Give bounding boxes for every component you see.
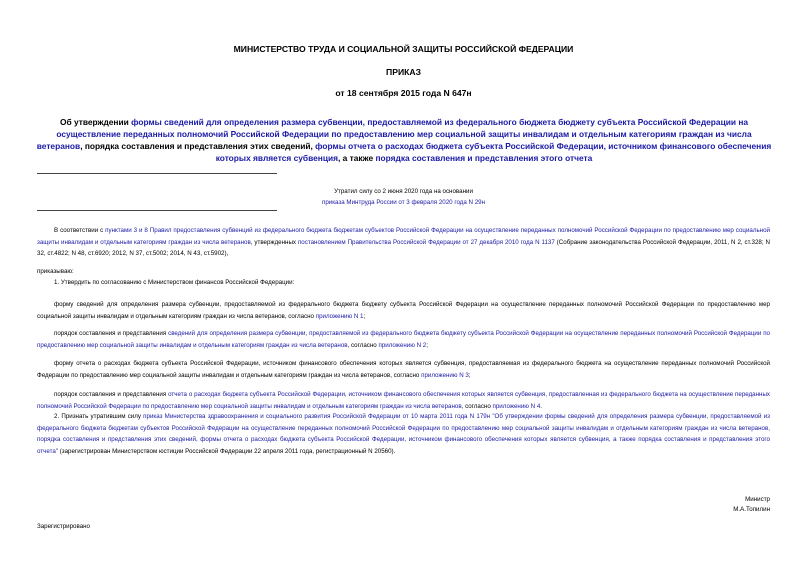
title-part: , а также: [338, 153, 376, 163]
item-2-text: (зарегистрирован Министерством юстиции Российской Федерации 22 апреля 2011 года, регистрационный N 20560).: [58, 447, 396, 455]
signature-block: [733, 495, 770, 515]
preamble-text: (Собрание законодательства Российской Федерации, 2011, N 2, ст.328; N 32, ст.4822; N 48, ст.6920; 2012, N 37, ст.5002; 2014, N 43, ст.5902),: [37, 238, 770, 257]
doc-date-number: от 18 сентября 2015 года N 647н: [335, 88, 472, 98]
sub-item-text: , согласно: [347, 341, 379, 349]
sub-item-text: порядок составления и представления: [54, 330, 169, 337]
document-title: [34, 116, 774, 164]
preamble-paragraph: [37, 225, 770, 260]
report-procedure-link[interactable]: отчета о расходах бюджета субъекта Российской Федерации, источником финансового обеспечения которых является субвенция, предоставленная из федерального бюджета на осуществление переданных полномочий Российской Федерации по предоставлению мер социальной защиты инвалидам и отдельным категориям граждан из числа ветеранов: [37, 391, 770, 410]
appendix-1-link[interactable]: приложению N 1: [315, 312, 364, 320]
item-2: [37, 411, 770, 457]
sub-item-text: ;: [426, 341, 428, 349]
sub-item-text: ;: [363, 312, 366, 320]
doc-type-heading: ПРИКАЗ: [386, 67, 421, 77]
lost-force-text: Утратил силу со 2 июня 2020 года на основании: [334, 188, 473, 195]
title-link-report-procedure[interactable]: порядка составления и представления этого отчета: [375, 153, 593, 163]
sub-item-text: форму отчета о расходах бюджета субъекта Российской Федерации, источником финансового обеспечения которых является субвенция, предоставляемая из федерального бюджета на осуществление переданных полномочий Российской Федерации по предоставлению мер социальной защиты инвалидам и отдельным категориям граждан из числа ветеранов, согласно: [37, 360, 770, 379]
sub-item-text: .: [540, 402, 542, 410]
lost-force-note: [0, 186, 807, 208]
title-part: , порядка составления и представления этих сведений,: [80, 141, 316, 151]
revoked-order-link[interactable]: приказ Министерства здравоохранения и социального развития Российской Федерации от 10 марта 2011 года N 179н "Об утверждении формы сведений для определения размера субвенции, предоставляемой из федерального бюджета бюджетам субъектов Российской Федерации на осуществление переданных полномочий Российской Федерации по предоставлению мер социальной защиты инвалидам и отдельным категориям граждан из числа ветеранов, порядка составления и представления этих сведений, формы отчета о расходах бюджета субъекта Российской Федерации, источником финансового обеспечения которых является субвенция, а также порядка составления и представления этого отчета": [37, 413, 770, 455]
divider-top: [37, 173, 277, 174]
sub-item-2: [37, 328, 770, 351]
rules-link[interactable]: пунктами 3 и 8 Правил предоставления субвенций из федерального бюджета бюджетам субъектов Российской Федерации на осуществление переданных полномочий Российской Федерации по предоставлению мер социальной защиты инвалидам и отдельным категориям граждан из числа ветеранов: [37, 227, 770, 246]
title-part: Об утверждении: [59, 117, 132, 127]
signature-name: М.А.Топилин: [733, 506, 770, 513]
sub-item-4: [37, 389, 770, 412]
resolution-link[interactable]: постановлением Правительства Российской Федерации от 27 декабря 2010 года N 1137: [297, 238, 555, 246]
appendix-3-link[interactable]: приложению N 3: [421, 371, 469, 379]
sub-item-3: [37, 358, 770, 381]
ministry-heading: МИНИСТЕРСТВО ТРУДА И СОЦИАЛЬНОЙ ЗАЩИТЫ РОССИЙСКОЙ ФЕДЕРАЦИИ: [233, 44, 574, 54]
divider-bottom: [37, 210, 277, 211]
appendix-2-link[interactable]: приложению N 2: [378, 341, 427, 349]
sub-item-text: ;: [468, 371, 471, 379]
title-link-report-form[interactable]: формы отчета о расходах бюджета субъекта Российской Федерации, источником финансового обеспечения которых является субвенция: [215, 141, 772, 163]
registered-label: Зарегистрировано: [37, 523, 90, 530]
sub-item-text: , согласно: [461, 402, 493, 410]
sub-item-text: форму сведений для определения размера субвенции, предоставляемой из федерального бюджета бюджету субъекта Российской Федерации на осуществление переданных полномочий Российской Федерации по предоставлению мер социальной защиты инвалидам и отдельным категориям граждан из числа ветеранов, согласно: [37, 301, 770, 320]
signature-position: Министр: [745, 496, 770, 503]
sub-item-1: [37, 299, 770, 322]
lost-force-link[interactable]: приказа Минтруда России от 3 февраля 2020 года N 29н: [321, 199, 486, 206]
item-2-text: 2. Признать утратившим силу: [54, 413, 144, 420]
sub-item-text: порядок составления и представления: [54, 391, 169, 398]
info-procedure-link[interactable]: сведений для определения размера субвенции, предоставляемой из федерального бюджета бюджету субъекта Российской Федерации на осуществление переданных полномочий Российской Федерации по предоставлению мер социальной защиты инвалидам и отдельным категориям граждан из числа ветеранов: [37, 330, 771, 349]
preamble-text: В соответствии с: [54, 227, 106, 234]
appendix-4-link[interactable]: приложению N 4: [492, 402, 541, 410]
preamble-text: , утвержденных: [250, 238, 298, 246]
order-word: приказываю:: [37, 268, 74, 275]
title-link-form-info[interactable]: формы сведений для определения размера субвенции, предоставляемой из федерального бюджета бюджету субъекта Российской Федерации на осуществление переданных полномочий Российской Федерации по предоставлению мер социальной защиты инвалидам и отдельным категориям граждан из числа ветеранов: [36, 117, 752, 151]
item-1: 1. Утвердить по согласованию с Министерством финансов Российской Федерации:: [54, 279, 295, 286]
